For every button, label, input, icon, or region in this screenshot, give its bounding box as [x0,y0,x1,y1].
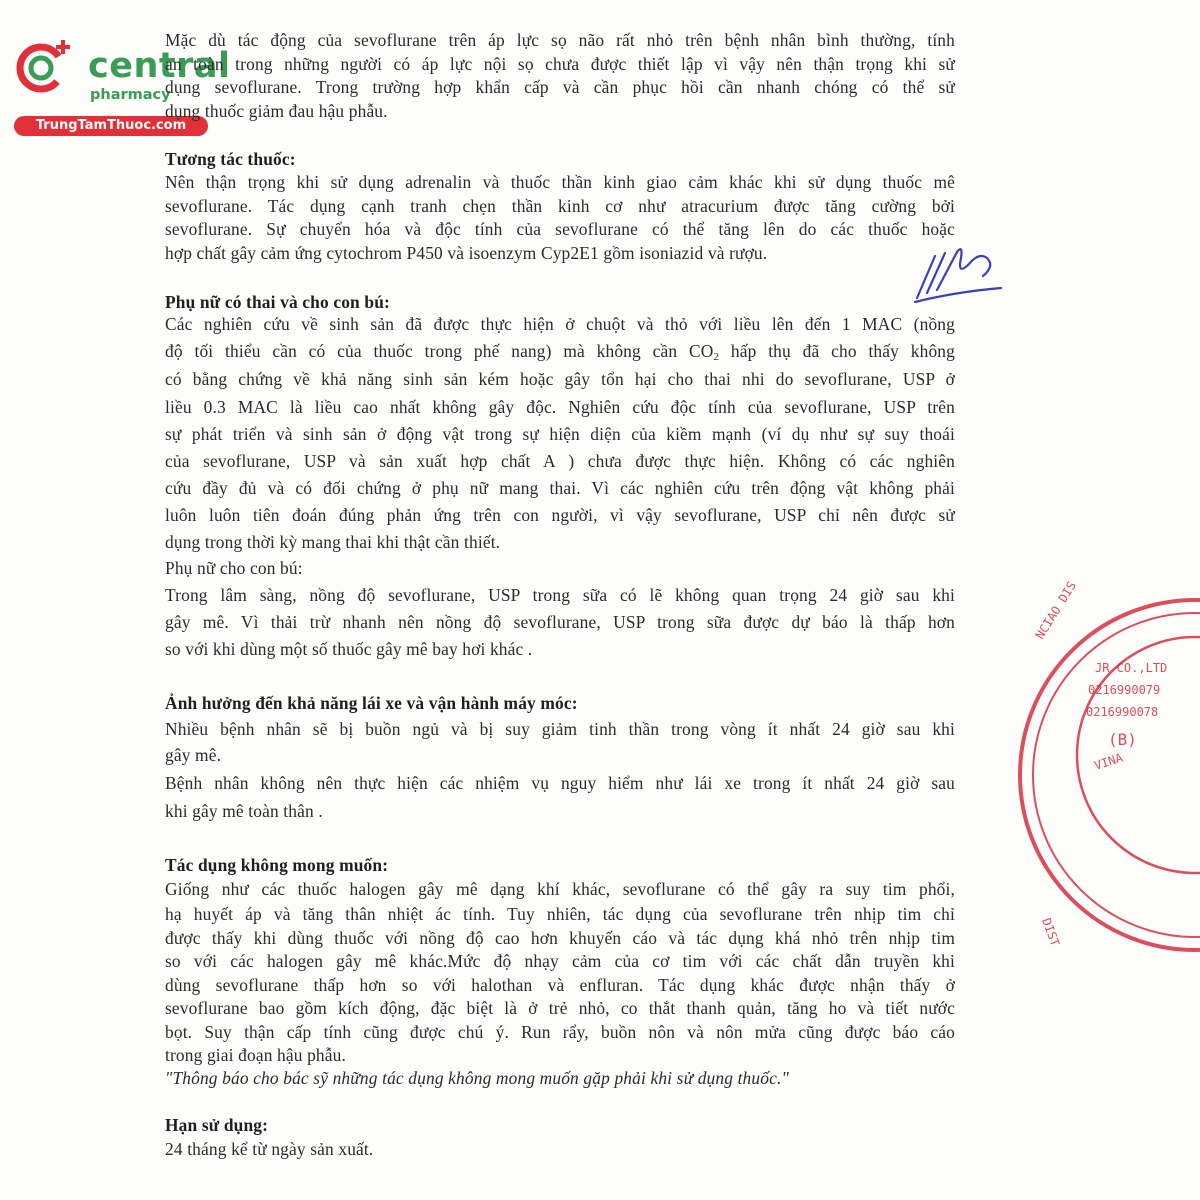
brand-subtitle: pharmacy [90,87,171,103]
driving-line: khi gây mê toàn thân . [165,801,323,821]
side-effects-line: bọt. Suy thận cấp tính cũng được chú ý. Run rẩy, buồn nôn và nôn mửa cũng được báo cáo [165,1022,955,1042]
shelf-life-text: 24 tháng kể từ ngày sản xuất. [165,1139,374,1159]
driving-line: gây mê. [165,745,222,765]
lactation-line: so với khi dùng một số thuốc gây mê bay hơi khác . [165,639,533,659]
driving-line: Bệnh nhân không nên thực hiện các nhiệm vụ nguy hiểm như lái xe trong ít nhất 24 giờ sau [165,773,955,793]
side-effects-line: hạ huyết áp và tăng thân nhiệt ác tính. Tuy nhiên, tác dụng của sevoflurane trên nhịp tim chỉ [165,904,955,924]
pregnancy-line: liều 0.3 MAC là liều cao nhất không gây độc. Nghiên cứu độc tính của sevoflurane, USP trên [165,397,955,417]
pregnancy-line-part: độ tối thiểu cần có của thuốc trong phế nang) mà không cần CO [165,341,714,361]
pregnancy-line [165,341,955,362]
svg-text:JR CO.,LTD: JR CO.,LTD [1095,661,1168,675]
company-stamp-icon [990,560,1200,960]
driving-line: Nhiều bệnh nhân sẽ bị buồn ngủ và bị suy giảm tinh thần trong vòng ít nhất 24 giờ sau khi [165,719,955,739]
side-effects-line: dùng sevoflurane thấp hơn so với halothan và enfluran. Tác dụng khác được nhận thấy ở [165,975,955,995]
pregnancy-line: sự phát triển và sinh sản ở động vật trong sự hiện diện của kiềm mạnh (ví dụ như sự suy thoái [165,424,955,444]
section-heading-interactions: Tương tác thuốc: [165,149,296,169]
side-effects-note: "Thông báo cho bác sỹ những tác dụng không mong muốn gặp phải khi sử dụng thuốc." [165,1068,789,1088]
pregnancy-line: có bằng chứng về khả năng sinh sản kém hoặc gây tổn hại cho thai nhi do sevoflurane, USP ở [165,369,955,389]
section-heading-side-effects: Tác dụng không mong muốn: [165,855,389,875]
pregnancy-line: của sevoflurane, USP và sản xuất hợp chất A ) chưa được thực hiện. Không có các nghiên [165,451,955,471]
side-effects-line: sevoflurane bao gồm kích động, đặc biệt là ở trẻ nhỏ, co thắt thanh quản, tăng ho và tiết nước [165,998,955,1018]
website-badge[interactable]: TrungTamThuoc.com [14,116,208,136]
interactions-line: sevoflurane. Tác dụng cạnh tranh chẹn thần kinh cơ như atracurium được tăng cường bởi [165,196,955,216]
pregnancy-line: luôn luôn tiên đoán đúng phản ứng trên con người, vì vậy sevoflurane, USP chỉ nên được sử [165,505,955,525]
svg-text:0216990079: 0216990079 [1088,683,1161,697]
pregnancy-line: dụng trong thời kỳ mang thai khi thật cần thiết. [165,532,501,552]
pregnancy-line: cứu đầy đủ và có đối chứng ở phụ nữ mang thai. Vì các nghiên cứu trên động vật không phải [165,478,955,498]
side-effects-line: được thấy khi dùng thuốc với nồng độ cao hơn khuyến cáo và tác dụng khá nhỏ trên nhịp tim [165,928,955,948]
svg-text:VINA: VINA [1092,750,1125,773]
lactation-line: gây mê. Vì thải trừ nhanh nên nồng độ sevoflurane, USP trong sữa được dự báo là thấp hơn [165,612,955,632]
side-effects-line: so với các halogen gây mê khác.Mức độ nhạy cảm của cơ tim với các chất dẫn truyền khi [165,951,955,971]
svg-text:DIST: DIST [1039,916,1063,949]
interactions-line: Nên thận trọng khi sử dụng adrenalin và thuốc thần kinh giao cảm khác khi sử dụng thuốc mê [165,172,955,192]
interactions-line: hợp chất gây cảm ứng cytochrom P450 và isoenzym Cyp2E1 gồm isoniazid và rượu. [165,243,768,263]
section-heading-shelf-life: Hạn sử dụng: [165,1115,269,1135]
interactions-line: sevoflurane. Sự chuyển hóa và độc tính của sevoflurane có thể tăng lên do các thuốc hoặc [165,219,955,239]
svg-text:0216990078: 0216990078 [1086,705,1159,719]
section-heading-pregnancy: Phụ nữ có thai và cho con bú: [165,292,390,312]
pregnancy-line: Các nghiên cứu về sinh sản đã được thực hiện ở chuột và thỏ với liều lên đến 1 MAC (nồng [165,314,955,334]
side-effects-line: Giống như các thuốc halogen gây mê dạng khí khác, sevoflurane có thể gây ra suy tim phổi, [165,879,955,899]
svg-text:(B): (B) [1108,730,1137,749]
co2-subscript: 2 [713,351,720,363]
pregnancy-line-part: hấp thụ đã cho thấy không [719,341,955,361]
intro-line: Mặc dù tác động của sevoflurane trên áp lực sọ não rất nhỏ trên bệnh nhân bình thường, tính [165,30,955,50]
lactation-line: Trong lâm sàng, nồng độ sevoflurane, USP trong sữa có lẽ không quan trọng 24 giờ sau khi [165,585,955,605]
lactation-label: Phụ nữ cho con bú: [165,558,303,578]
intro-line: an toàn trong những người có áp lực nội sọ chưa được thiết lập vì vậy nên thận trọng khi sử [165,54,955,74]
intro-line: dụng sevoflurane. Trong trường hợp khẩn cấp và cần phục hồi cần nhanh chóng có thể sử [165,77,955,97]
intro-line: dụng thuốc giảm đau hậu phẫu. [165,101,388,121]
brand-name: central [88,46,231,86]
section-heading-driving: Ảnh hưởng đến khả năng lái xe và vận hành máy móc: [165,693,578,713]
svg-text:NCIAO DIS: NCIAO DIS [1032,579,1080,642]
side-effects-line: trong giai đoạn hậu phẫu. [165,1045,346,1065]
